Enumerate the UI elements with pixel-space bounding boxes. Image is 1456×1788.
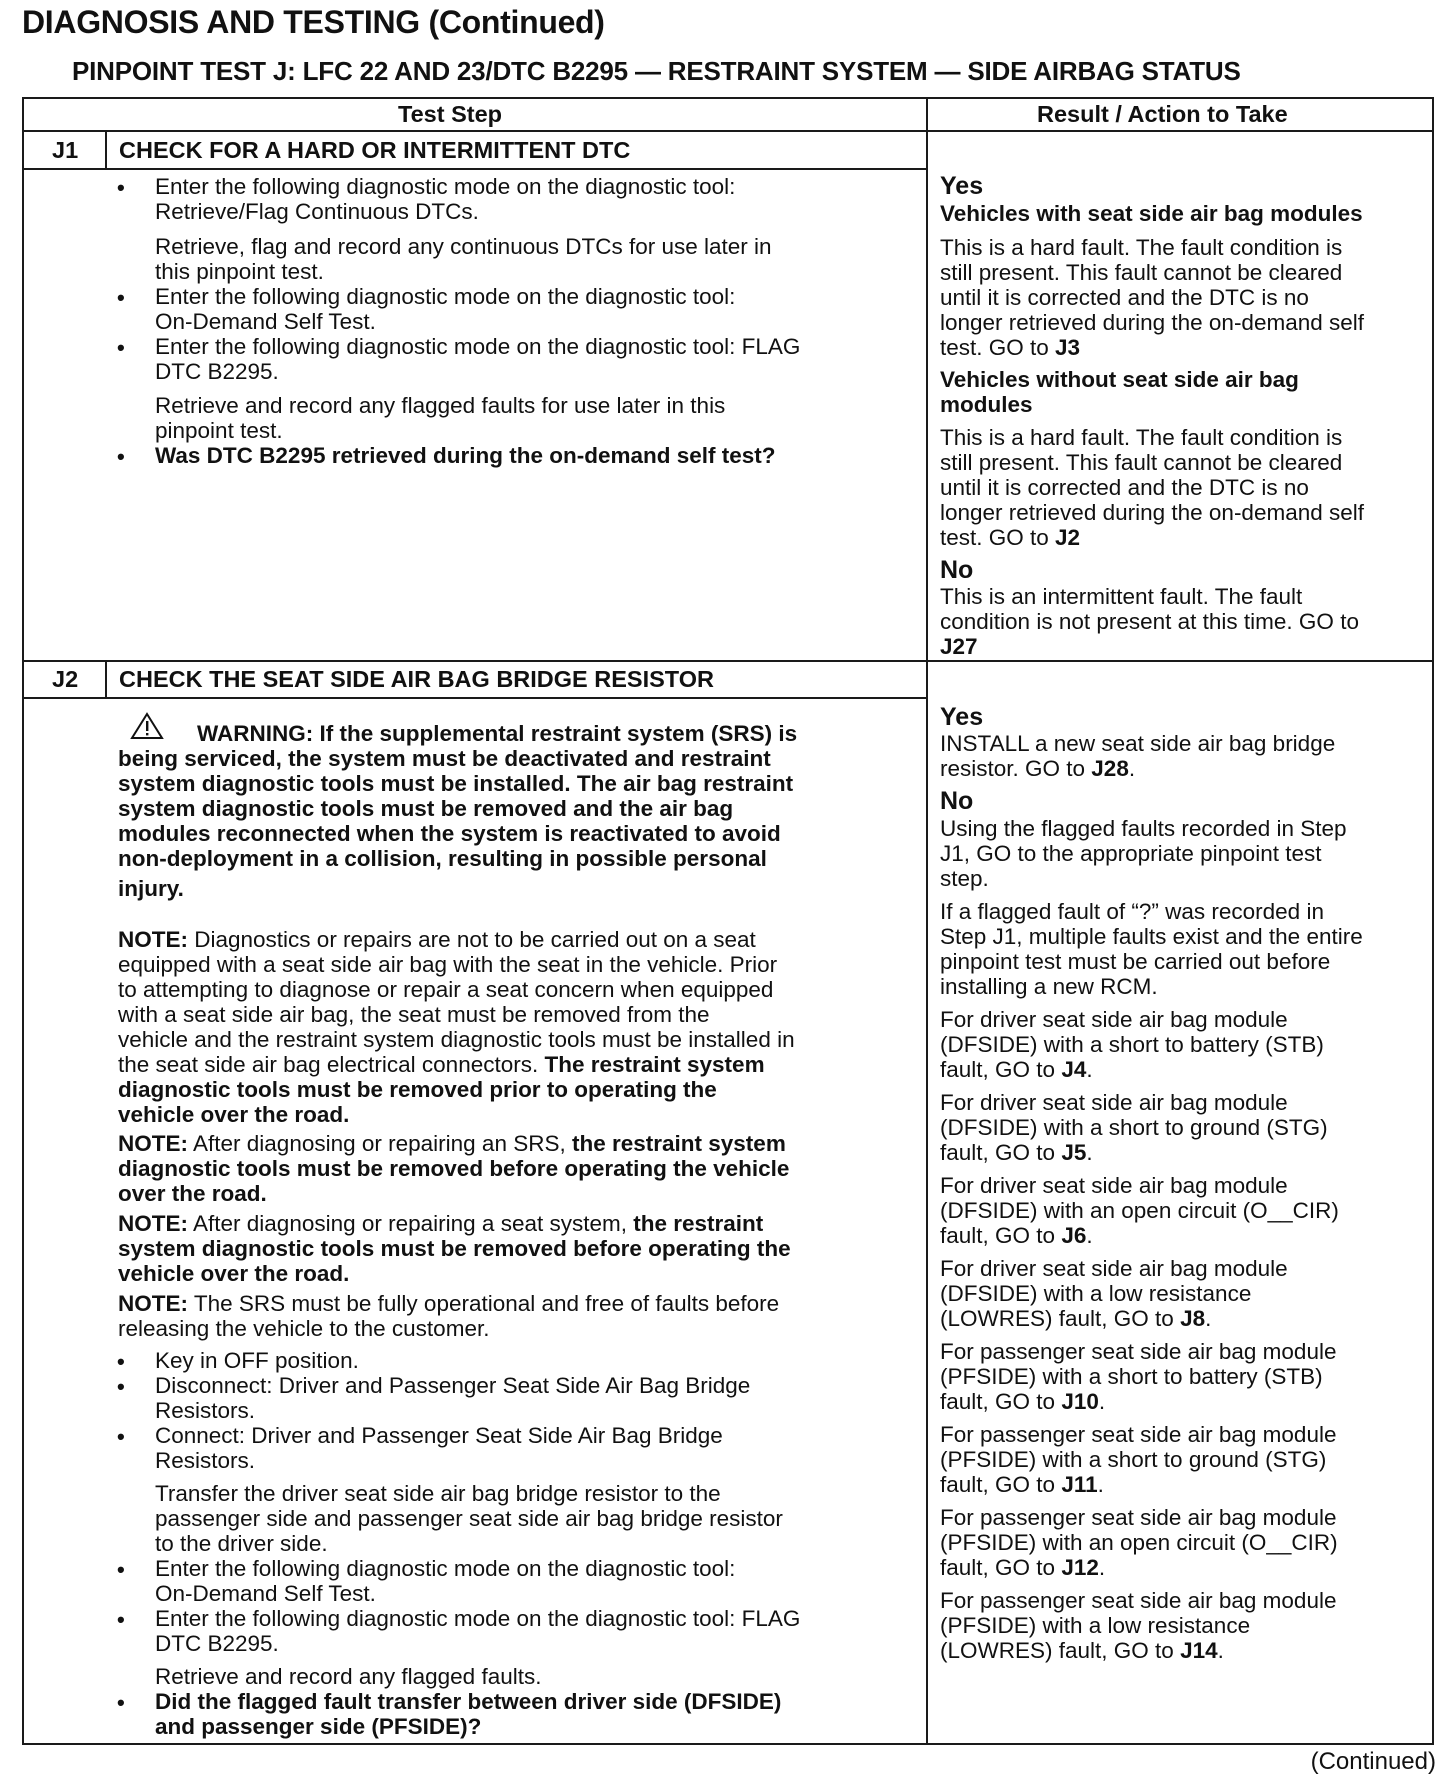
warning-line: system diagnostic tools must be removed and the air bag: [118, 796, 734, 821]
j2-step-line: to the driver side.: [155, 1531, 328, 1556]
j1-id-divider: [105, 131, 107, 169]
j1-result-line: until it is corrected and the DTC is no: [940, 475, 1309, 500]
table-border-left: [22, 97, 24, 1745]
j1-title-rule: [22, 168, 927, 170]
j2-step-line: On-Demand Self Test.: [155, 1581, 376, 1606]
j2-result-line: INSTALL a new seat side air bag bridge: [940, 731, 1336, 756]
page-header: DIAGNOSIS AND TESTING (Continued): [22, 4, 605, 40]
j1-result-line: test. GO to J2: [940, 525, 1081, 550]
j2-step-line: passenger side and passenger seat side air bag bridge resistor: [155, 1506, 783, 1531]
j2-no-label: No: [940, 787, 974, 815]
step-id-j1: J1: [52, 137, 79, 163]
j2-step-line: DTC B2295.: [155, 1631, 279, 1656]
fault-line: (PFSIDE) with a short to ground (STG): [940, 1447, 1327, 1472]
j2-step-line: Transfer the driver seat side air bag bridge resistor to the: [155, 1481, 721, 1506]
goto-j6-link[interactable]: J6: [1061, 1223, 1087, 1248]
col-header-result: Result / Action to Take: [1037, 101, 1288, 127]
j1-result-line: condition is not present at this time. GO to: [940, 609, 1359, 634]
bullet: •: [117, 335, 125, 360]
j2-step-line: Enter the following diagnostic mode on the diagnostic tool: FLAG: [155, 1606, 801, 1631]
note3-line: system diagnostic tools must be removed before operating the: [118, 1236, 791, 1261]
bullet: •: [117, 175, 125, 200]
j2-result-line: resistor. GO to J28.: [940, 756, 1136, 781]
step-title-j1: CHECK FOR A HARD OR INTERMITTENT DTC: [119, 137, 631, 163]
j2-question: and passenger side (PFSIDE)?: [155, 1714, 482, 1739]
table-border-top: [22, 97, 1434, 99]
j1-result-line: still present. This fault cannot be cleared: [940, 260, 1343, 285]
fault-line: fault, GO to J4.: [940, 1057, 1093, 1082]
j2-result-line: pinpoint test must be carried out before: [940, 949, 1331, 974]
goto-j2-link[interactable]: J2: [1055, 525, 1081, 550]
fault-line: (PFSIDE) with an open circuit (O__CIR): [940, 1530, 1338, 1555]
j1-step-line: Enter the following diagnostic mode on the diagnostic tool: FLAG: [155, 334, 801, 359]
fault-line: For passenger seat side air bag module: [940, 1339, 1337, 1364]
fault-line: For driver seat side air bag module: [940, 1173, 1288, 1198]
table-header-rule: [22, 130, 1434, 132]
warning-line: system diagnostic tools must be installed. The air bag restraint: [118, 771, 794, 796]
fault-line: For passenger seat side air bag module: [940, 1505, 1337, 1530]
note4-line: releasing the vehicle to the customer.: [118, 1316, 490, 1341]
goto-j28-link[interactable]: J28: [1091, 756, 1129, 781]
note4-line: NOTE: The SRS must be fully operational and free of faults before: [118, 1291, 780, 1316]
bullet: •: [117, 1557, 125, 1582]
j2-step-line: Connect: Driver and Passenger Seat Side Air Bag Bridge: [155, 1423, 723, 1448]
j2-result-line: J1, GO to the appropriate pinpoint test: [940, 841, 1322, 866]
fault-line: fault, GO to J5.: [940, 1140, 1093, 1165]
j1-step-line: DTC B2295.: [155, 359, 279, 384]
warning-line: being serviced, the system must be deactivated and restraint: [118, 746, 771, 771]
fault-line: fault, GO to J12.: [940, 1555, 1106, 1580]
note3-line: vehicle over the road.: [118, 1261, 350, 1286]
bullet: •: [117, 1349, 125, 1374]
fault-line: For passenger seat side air bag module: [940, 1588, 1337, 1613]
note1-line: equipped with a seat side air bag with the seat in the vehicle. Prior: [118, 952, 778, 977]
bullet: •: [117, 1374, 125, 1399]
goto-j8-link[interactable]: J8: [1180, 1306, 1206, 1331]
goto-j12-link[interactable]: J12: [1061, 1555, 1099, 1580]
fault-line: (PFSIDE) with a low resistance: [940, 1613, 1251, 1638]
j1-result-line: longer retrieved during the on-demand self: [940, 500, 1365, 525]
step-title-j2: CHECK THE SEAT SIDE AIR BAG BRIDGE RESISTOR: [119, 666, 714, 692]
note1-line: vehicle and the restraint system diagnostic tools must be installed in: [118, 1027, 795, 1052]
j1-j2-separator: [22, 660, 1434, 662]
j2-result-line: step.: [940, 866, 989, 891]
fault-line: (DFSIDE) with a short to ground (STG): [940, 1115, 1328, 1140]
j1-result-line: test. GO to J3: [940, 335, 1081, 360]
fault-line: For driver seat side air bag module: [940, 1090, 1288, 1115]
j1-yes-label: Yes: [940, 172, 984, 200]
j2-result-line: If a flagged fault of “?” was recorded in: [940, 899, 1324, 924]
warning-line: modules reconnected when the system is reactivated to avoid: [118, 821, 781, 846]
fault-line: (DFSIDE) with an open circuit (O__CIR): [940, 1198, 1339, 1223]
continued-footer: (Continued): [1310, 1748, 1436, 1775]
pinpoint-test-title: PINPOINT TEST J: LFC 22 AND 23/DTC B2295 — RESTRAINT SYSTEM — SIDE AIRBAG STATUS: [72, 56, 1241, 86]
goto-j4-link[interactable]: J4: [1061, 1057, 1087, 1082]
note3-line: NOTE: After diagnosing or repairing a seat system, the restraint: [118, 1211, 764, 1236]
note1-line: NOTE: Diagnostics or repairs are not to be carried out on a seat: [118, 927, 756, 952]
j2-id-divider: [105, 661, 107, 698]
note2-line: diagnostic tools must be removed before operating the vehicle: [118, 1156, 790, 1181]
j2-result-line: Using the flagged faults recorded in Step: [940, 816, 1347, 841]
fault-line: fault, GO to J11.: [940, 1472, 1104, 1497]
j1-with-modules-heading: Vehicles with seat side air bag modules: [940, 201, 1363, 226]
j1-step-line: Retrieve/Flag Continuous DTCs.: [155, 199, 479, 224]
fault-line: For driver seat side air bag module: [940, 1256, 1288, 1281]
goto-j11-link[interactable]: J11: [1061, 1472, 1098, 1497]
j2-step-line: Disconnect: Driver and Passenger Seat Side Air Bag Bridge: [155, 1373, 751, 1398]
fault-line: (LOWRES) fault, GO to J14.: [940, 1638, 1224, 1663]
j2-result-line: Step J1, multiple faults exist and the entire: [940, 924, 1363, 949]
j1-no-label: No: [940, 556, 974, 584]
j2-step-line: Key in OFF position.: [155, 1348, 359, 1373]
j1-step-line: On-Demand Self Test.: [155, 309, 376, 334]
j2-title-rule: [22, 697, 927, 699]
note1-line: diagnostic tools must be removed prior to operating the: [118, 1077, 717, 1102]
goto-j5-link[interactable]: J5: [1061, 1140, 1087, 1165]
j2-question: Did the flagged fault transfer between driver side (DFSIDE): [155, 1689, 782, 1714]
j2-step-line: Resistors.: [155, 1398, 256, 1423]
j1-step-line: pinpoint test.: [155, 418, 283, 443]
bullet: •: [117, 285, 125, 310]
column-divider: [926, 97, 928, 1745]
col-header-test-step: Test Step: [398, 101, 503, 127]
bullet: •: [117, 1424, 125, 1449]
goto-j27-link[interactable]: J27: [940, 634, 978, 659]
step-id-j2: J2: [52, 666, 79, 692]
j2-step-line: Resistors.: [155, 1448, 256, 1473]
bullet: •: [117, 444, 125, 469]
note1-line: the seat side air bag electrical connectors. The restraint system: [118, 1052, 765, 1077]
j1-step-line: Enter the following diagnostic mode on the diagnostic tool:: [155, 284, 736, 309]
j1-step-line: Retrieve and record any flagged faults for use later in this: [155, 393, 726, 418]
table-border-right: [1432, 97, 1434, 1745]
warning-line: injury.: [118, 876, 184, 901]
fault-line: (PFSIDE) with a short to battery (STB): [940, 1364, 1323, 1389]
j1-step-line: Enter the following diagnostic mode on the diagnostic tool:: [155, 174, 736, 199]
fault-line: fault, GO to J10.: [940, 1389, 1106, 1414]
fault-line: (DFSIDE) with a low resistance: [940, 1281, 1252, 1306]
j1-without-modules-heading: Vehicles without seat side air bag: [940, 367, 1299, 392]
goto-j14-link[interactable]: J14: [1180, 1638, 1218, 1663]
note1-line: with a seat side air bag, the seat must be removed from the: [118, 1002, 710, 1027]
note2-line: NOTE: After diagnosing or repairing an SRS, the restraint system: [118, 1131, 786, 1156]
fault-line: For passenger seat side air bag module: [940, 1422, 1337, 1447]
j2-yes-label: Yes: [940, 703, 984, 731]
bullet: •: [117, 1607, 125, 1632]
note2-line: over the road.: [118, 1181, 267, 1206]
j2-step-line: Retrieve and record any flagged faults.: [155, 1664, 542, 1689]
bullet: •: [117, 1690, 125, 1715]
note1-line: to attempting to diagnose or repair a seat concern when equipped: [118, 977, 774, 1002]
j2-result-line: installing a new RCM.: [940, 974, 1158, 999]
goto-j3-link[interactable]: J3: [1055, 335, 1081, 360]
j1-result-line: until it is corrected and the DTC is no: [940, 285, 1309, 310]
table-border-bottom: [22, 1743, 1434, 1745]
j1-result-line: still present. This fault cannot be cleared: [940, 450, 1343, 475]
j1-result-line: longer retrieved during the on-demand self: [940, 310, 1365, 335]
warning-triangle-icon: [130, 712, 164, 745]
j2-step-line: Enter the following diagnostic mode on the diagnostic tool:: [155, 1556, 736, 1581]
warning-line: non-deployment in a collision, resulting in possible personal: [118, 846, 767, 871]
j1-result-line: This is a hard fault. The fault condition is: [940, 235, 1343, 260]
note1-line: vehicle over the road.: [118, 1102, 350, 1127]
goto-j10-link[interactable]: J10: [1061, 1389, 1099, 1414]
j1-without-modules-heading: modules: [940, 392, 1033, 417]
j1-result-line: This is an intermittent fault. The fault: [940, 584, 1303, 609]
j1-step-line: Retrieve, flag and record any continuous DTCs for use later in: [155, 234, 772, 259]
fault-line: For driver seat side air bag module: [940, 1007, 1288, 1032]
j1-question: Was DTC B2295 retrieved during the on-demand self test?: [155, 443, 776, 468]
j1-step-line: this pinpoint test.: [155, 259, 324, 284]
fault-line: (DFSIDE) with a short to battery (STB): [940, 1032, 1324, 1057]
j1-result-line: This is a hard fault. The fault condition is: [940, 425, 1343, 450]
fault-line: (LOWRES) fault, GO to J8.: [940, 1306, 1212, 1331]
fault-line: fault, GO to J6.: [940, 1223, 1093, 1248]
warning-line: WARNING: If the supplemental restraint system (SRS) is: [197, 721, 798, 746]
